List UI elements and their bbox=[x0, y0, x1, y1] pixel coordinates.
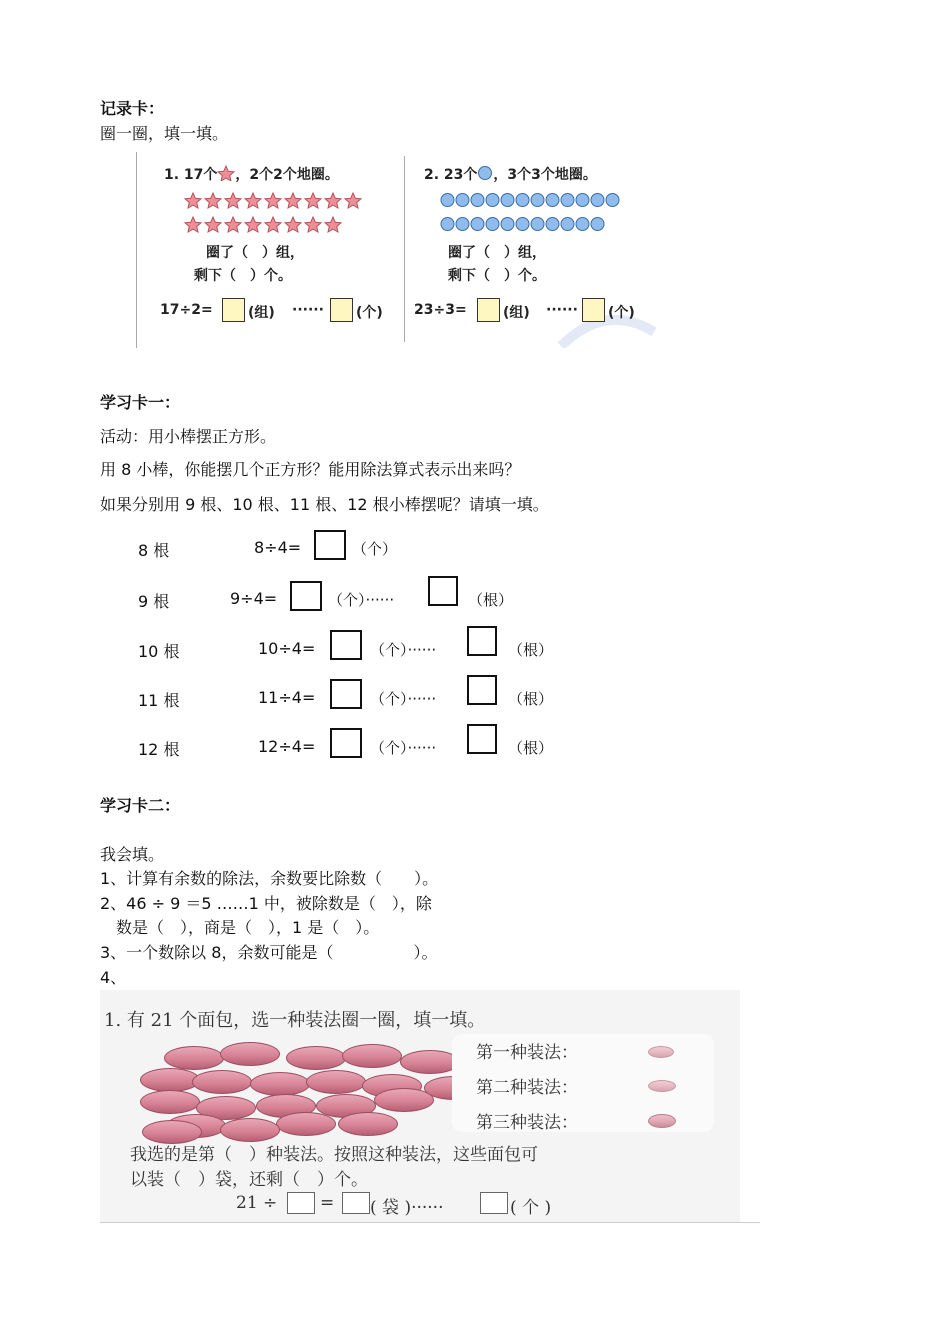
row-equation: 8÷4= bbox=[254, 538, 302, 557]
quotient-answer-box[interactable] bbox=[290, 581, 322, 611]
card2-title: 学习卡二： bbox=[100, 796, 181, 815]
bread-divisor-box[interactable] bbox=[287, 1192, 315, 1214]
record-figure bbox=[136, 152, 656, 348]
star-row-1 bbox=[184, 192, 364, 214]
star-icon bbox=[224, 216, 242, 234]
q1-left: 剩下（ ）个。 bbox=[194, 268, 292, 284]
circle-icon bbox=[470, 216, 485, 232]
row-equation: 10÷4= bbox=[258, 639, 316, 658]
record-instruction: 圈一圈，填一填。 bbox=[100, 124, 229, 143]
q1-circled: 圈了（ ）组， bbox=[206, 245, 304, 261]
circle-icon bbox=[560, 192, 575, 208]
circle-icon bbox=[530, 216, 545, 232]
row-equation: 9÷4= bbox=[230, 589, 278, 608]
circle-icon bbox=[500, 216, 515, 232]
row-label: 11 根 bbox=[138, 691, 180, 710]
bread-eq-c: ( 袋 )······ bbox=[370, 1198, 444, 1218]
circle-icon bbox=[545, 192, 560, 208]
bread-icon bbox=[286, 1046, 346, 1070]
star-icon bbox=[264, 216, 282, 234]
circle-icon bbox=[440, 192, 455, 208]
circle-icon bbox=[485, 216, 500, 232]
circle-icon bbox=[515, 192, 530, 208]
bread-line-2: 以装（ ）袋，还剩（ ）个。 bbox=[130, 1170, 368, 1190]
q2-equation: 23÷3= bbox=[414, 302, 467, 318]
quotient-answer-box[interactable] bbox=[330, 679, 362, 709]
card2-intro: 我会填。 bbox=[100, 845, 165, 864]
q1-equation: 17÷2= bbox=[160, 302, 213, 318]
star-icon bbox=[304, 192, 322, 210]
star-icon bbox=[304, 216, 322, 234]
q2-dots: ······ bbox=[546, 302, 578, 318]
card2-item-2-cont: 数是（ ），商是（ ），1 是（ ）。 bbox=[100, 918, 380, 937]
q2-unit-item: (个) bbox=[608, 305, 635, 321]
bread-icon bbox=[250, 1072, 310, 1096]
star-icon bbox=[264, 192, 282, 210]
bread-icon bbox=[192, 1070, 252, 1094]
bread-eq-a: 21 ÷ bbox=[236, 1193, 278, 1213]
circle-icon bbox=[500, 192, 515, 208]
row-unit: （个）······ bbox=[370, 739, 437, 757]
star-icon bbox=[204, 192, 222, 210]
bread-icon bbox=[342, 1044, 402, 1068]
remainder-answer-box[interactable] bbox=[467, 675, 497, 705]
row-remainder-unit: （根） bbox=[508, 739, 554, 757]
circle-icon bbox=[477, 165, 493, 181]
q1-answer-box-remainder[interactable] bbox=[330, 298, 353, 322]
circle-icon bbox=[575, 216, 590, 232]
star-icon bbox=[324, 216, 342, 234]
bread-title: 1. 有 21 个面包，选一种装法圈一圈，填一填。 bbox=[104, 1010, 486, 1031]
star-icon bbox=[224, 192, 242, 210]
star-icon bbox=[344, 192, 362, 210]
q2-circled: 圈了（ ）组， bbox=[448, 245, 546, 261]
card1-question2: 如果分别用 9 根、10 根、11 根、12 根小棒摆呢？请填一填。 bbox=[100, 495, 549, 514]
card2-item-4: 4、 bbox=[100, 968, 127, 987]
row-label: 12 根 bbox=[138, 740, 180, 759]
card1-activity: 活动：用小棒摆正方形。 bbox=[100, 427, 277, 446]
bread-pile bbox=[100, 990, 440, 1140]
row-remainder-unit: （根） bbox=[508, 690, 554, 708]
row-unit: （个） bbox=[352, 540, 398, 558]
star-row-2 bbox=[184, 216, 344, 238]
circle-icon bbox=[515, 216, 530, 232]
bread-eq-d: ( 个 ) bbox=[510, 1198, 552, 1218]
q1-answer-box-group[interactable] bbox=[222, 298, 245, 322]
circle-icon bbox=[440, 216, 455, 232]
method-1: 第一种装法： bbox=[476, 1043, 578, 1063]
q1-unit-group: (组) bbox=[248, 305, 275, 321]
circle-icon bbox=[545, 216, 560, 232]
q2-answer-box-remainder[interactable] bbox=[582, 298, 605, 322]
record-card-title: 记录卡： bbox=[100, 99, 165, 118]
quotient-answer-box[interactable] bbox=[330, 728, 362, 758]
bread-quad-icon bbox=[648, 1114, 676, 1128]
method-2: 第二种装法： bbox=[476, 1078, 578, 1098]
q1-dots: ······ bbox=[292, 302, 324, 318]
row-label: 10 根 bbox=[138, 642, 180, 661]
bread-icon bbox=[220, 1118, 280, 1142]
q1-title: 1. 17个 ，2个2个地圈。 bbox=[164, 167, 339, 183]
method-3: 第三种装法： bbox=[476, 1113, 578, 1133]
remainder-answer-box[interactable] bbox=[467, 626, 497, 656]
quotient-answer-box[interactable] bbox=[314, 530, 346, 560]
star-icon bbox=[324, 192, 342, 210]
star-icon bbox=[244, 216, 262, 234]
row-remainder-unit: （根） bbox=[508, 641, 554, 659]
card2-item-3: 3、一个数除以 8，余数可能是（ ）。 bbox=[100, 943, 438, 962]
bread-icon bbox=[306, 1070, 366, 1094]
circle-icon bbox=[560, 216, 575, 232]
bread-icon bbox=[140, 1090, 200, 1114]
circle-icon bbox=[455, 192, 470, 208]
bread-line-1: 我选的是第（ ）种装法。按照这种装法，这些面包可 bbox=[130, 1145, 538, 1165]
quotient-answer-box[interactable] bbox=[330, 630, 362, 660]
row-unit: （个）······ bbox=[328, 591, 395, 609]
row-equation: 12÷4= bbox=[258, 737, 316, 756]
card1-question1: 用 8 小棒，你能摆几个正方形？能用除法算式表示出来吗？ bbox=[100, 460, 521, 479]
q1-unit-item: (个) bbox=[356, 305, 383, 321]
bread-pair-icon bbox=[648, 1046, 674, 1058]
circle-icon bbox=[455, 216, 470, 232]
bread-icon bbox=[276, 1112, 336, 1136]
image-bottom-rule bbox=[100, 1222, 760, 1223]
star-icon bbox=[284, 216, 302, 234]
bread-remainder-box[interactable] bbox=[480, 1192, 508, 1214]
bread-icon bbox=[338, 1112, 398, 1136]
star-icon bbox=[217, 165, 235, 181]
card1-title: 学习卡一： bbox=[100, 393, 181, 412]
card2-item-1: 1、计算有余数的除法，余数要比除数（ ）。 bbox=[100, 869, 439, 888]
star-icon bbox=[184, 192, 202, 210]
circle-icon bbox=[470, 192, 485, 208]
star-icon bbox=[184, 216, 202, 234]
remainder-answer-box[interactable] bbox=[428, 576, 458, 606]
bread-icon bbox=[140, 1068, 200, 1092]
q2-answer-box-group[interactable] bbox=[477, 298, 500, 322]
q2-title: 2. 23个 ，3个3个地圈。 bbox=[424, 167, 597, 183]
row-label: 9 根 bbox=[138, 592, 170, 611]
row-unit: （个）······ bbox=[370, 690, 437, 708]
q2-unit-group: (组) bbox=[503, 305, 530, 321]
bread-icon bbox=[400, 1050, 460, 1074]
bread-triple-icon bbox=[648, 1080, 676, 1092]
q2-left: 剩下（ ）个。 bbox=[448, 268, 546, 284]
circle-icon bbox=[605, 192, 620, 208]
circle-icon bbox=[575, 192, 590, 208]
circle-icon bbox=[590, 192, 605, 208]
bread-problem-image bbox=[100, 990, 740, 1222]
bread-quotient-box[interactable] bbox=[342, 1192, 370, 1214]
circle-icon bbox=[530, 192, 545, 208]
row-equation: 11÷4= bbox=[258, 688, 316, 707]
bread-eq-b: = bbox=[320, 1193, 335, 1213]
bread-icon bbox=[164, 1046, 224, 1070]
remainder-answer-box[interactable] bbox=[467, 724, 497, 754]
star-icon bbox=[244, 192, 262, 210]
bread-icon bbox=[220, 1042, 280, 1066]
star-icon bbox=[204, 216, 222, 234]
row-label: 8 根 bbox=[138, 541, 170, 560]
circle-icon bbox=[590, 216, 605, 232]
card2-item-2: 2、46 ÷ 9 ＝5 ……1 中，被除数是（ ），除 bbox=[100, 894, 432, 913]
circle-row-2 bbox=[440, 216, 605, 236]
row-remainder-unit: （根） bbox=[468, 591, 514, 609]
row-unit: （个）······ bbox=[370, 641, 437, 659]
circle-icon bbox=[485, 192, 500, 208]
star-icon bbox=[284, 192, 302, 210]
circle-row-1 bbox=[440, 192, 620, 212]
